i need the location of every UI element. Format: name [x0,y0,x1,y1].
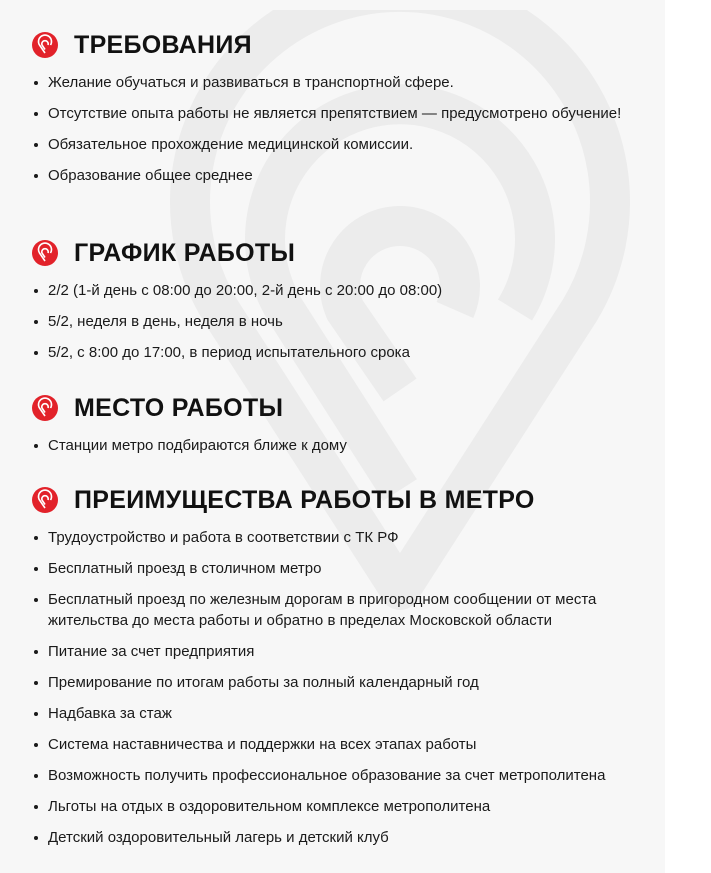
section-heading [32,483,652,517]
section-heading [32,391,652,425]
list-item: Льготы на отдых в оздоровительном комплексе метрополитена [32,796,652,817]
list-item: Трудоустройство и работа в соответствии с ТК РФ [32,527,652,548]
section-requirements [32,28,652,196]
section-title: ГРАФИК РАБОТЫ [74,238,296,267]
list-item: Отсутствие опыта работы не является препятствием — предусмотрено обучение! [32,103,652,124]
list-item: Детский оздоровительный лагерь и детский клуб [32,827,652,848]
list-item: 5/2, неделя в день, неделя в ночь [32,311,652,332]
list-item: Премирование по итогам работы за полный календарный год [32,672,652,693]
list-item: Бесплатный проезд по железным дорогам в пригородном сообщении от места жительства до места работы и обратно в пределах Московской области [32,589,652,631]
list-item: Обязательное прохождение медицинской комиссии. [32,134,652,155]
section-workplace [32,391,652,466]
list-item: 5/2, с 8:00 до 17:00, в период испытательного срока [32,342,652,363]
section-title: ПРЕИМУЩЕСТВА РАБОТЫ В МЕТРО [74,485,535,514]
section-schedule [32,236,652,373]
list-item: Желание обучаться и развиваться в транспортной сфере. [32,72,652,93]
section-heading [32,236,652,270]
section-heading [32,28,652,62]
workplace-list [32,435,652,456]
section-benefits [32,483,652,858]
metro-badge-icon [32,32,58,58]
metro-badge-icon [32,240,58,266]
list-item: Надбавка за стаж [32,703,652,724]
list-item: 2/2 (1-й день с 08:00 до 20:00, 2-й день с 20:00 до 08:00) [32,280,652,301]
list-item: Бесплатный проезд в столичном метро [32,558,652,579]
section-title: МЕСТО РАБОТЫ [74,393,284,422]
list-item: Возможность получить профессиональное образование за счет метрополитена [32,765,652,786]
requirements-list [32,72,652,186]
schedule-list [32,280,652,363]
section-title: ТРЕБОВАНИЯ [74,30,252,59]
list-item: Питание за счет предприятия [32,641,652,662]
metro-badge-icon [32,487,58,513]
benefits-list [32,527,652,848]
list-item: Станции метро подбираются ближе к дому [32,435,652,456]
list-item: Система наставничества и поддержки на всех этапах работы [32,734,652,755]
metro-badge-icon [32,395,58,421]
list-item: Образование общее среднее [32,165,652,186]
